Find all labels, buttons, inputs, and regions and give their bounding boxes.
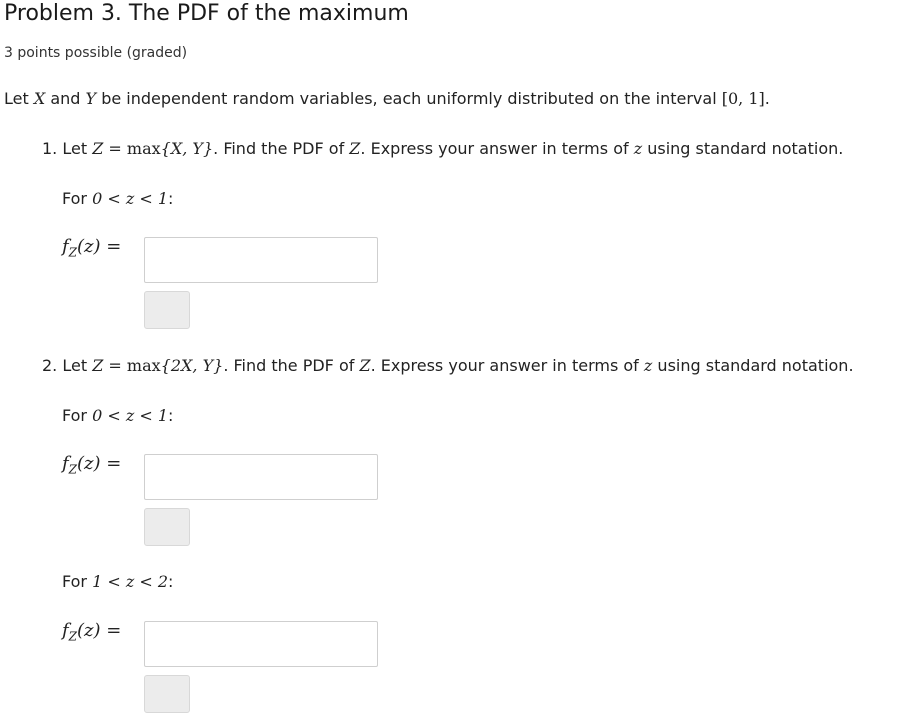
f-subscript: Z: [68, 245, 78, 260]
range-prefix: For: [62, 406, 87, 425]
var-z-lower: z: [643, 356, 653, 375]
range-label: [62, 189, 173, 208]
f-arg: (z) =: [77, 620, 122, 641]
range-expr: 0 < z < 1: [92, 406, 169, 425]
f-symbol: f: [62, 453, 69, 474]
range-suffix: :: [168, 189, 174, 208]
points-label: 3 points possible (graded): [4, 45, 188, 61]
f-arg: (z) =: [77, 236, 122, 257]
var-z: Z: [92, 356, 104, 375]
var-x: X: [33, 89, 46, 108]
part-text-3: using standard notation.: [647, 139, 844, 158]
var-y: Y: [85, 89, 97, 108]
problem-intro: [4, 89, 770, 108]
part-number: 2.: [42, 356, 58, 375]
part-number: 1.: [42, 139, 58, 158]
intro-and: and: [50, 89, 81, 108]
range-expr: 1 < z < 2: [92, 572, 169, 591]
range-prefix: For: [62, 572, 87, 591]
part-text-1: . Find the PDF of: [223, 356, 355, 375]
answer-input-part1[interactable]: [144, 237, 378, 283]
f-subscript: Z: [68, 462, 78, 477]
intro-text: be independent random variables, each uniformly distributed on the interval: [101, 89, 717, 108]
part-1-question: [42, 139, 843, 158]
part-text-2: . Express your answer in terms of: [370, 356, 639, 375]
range-suffix: :: [168, 572, 174, 591]
preview-box: [144, 675, 190, 713]
range-expr: 0 < z < 1: [92, 189, 169, 208]
equals: =: [108, 356, 122, 375]
preview-box: [144, 291, 190, 329]
f-subscript: Z: [68, 629, 78, 644]
intro-end: .: [764, 89, 770, 108]
intro-let: Let: [4, 89, 29, 108]
equals: =: [108, 139, 122, 158]
range-label: [62, 572, 173, 591]
pdf-label: [62, 236, 121, 260]
range-prefix: For: [62, 189, 87, 208]
f-symbol: f: [62, 236, 69, 257]
f-arg: (z) =: [77, 453, 122, 474]
answer-input-part2b[interactable]: [144, 621, 378, 667]
max-args: {X, Y}: [160, 139, 214, 158]
range-label: [62, 406, 173, 425]
part-text-1: . Find the PDF of: [213, 139, 345, 158]
max-fn: max: [126, 356, 161, 375]
range-suffix: :: [168, 406, 174, 425]
var-z-lower: z: [633, 139, 643, 158]
part-2-question: [42, 356, 854, 375]
var-z: Z: [359, 356, 371, 375]
pdf-label: [62, 620, 121, 644]
part-text-3: using standard notation.: [657, 356, 854, 375]
interval: [0, 1]: [721, 89, 765, 108]
part-let: Let: [62, 356, 88, 375]
preview-box: [144, 508, 190, 546]
answer-input-part2a[interactable]: [144, 454, 378, 500]
max-fn: max: [126, 139, 161, 158]
var-z: Z: [92, 139, 104, 158]
pdf-label: [62, 453, 121, 477]
f-symbol: f: [62, 620, 69, 641]
var-z: Z: [349, 139, 361, 158]
problem-title: Problem 3. The PDF of the maximum: [4, 1, 409, 26]
part-text-2: . Express your answer in terms of: [360, 139, 629, 158]
part-let: Let: [62, 139, 88, 158]
max-args: {2X, Y}: [160, 356, 224, 375]
